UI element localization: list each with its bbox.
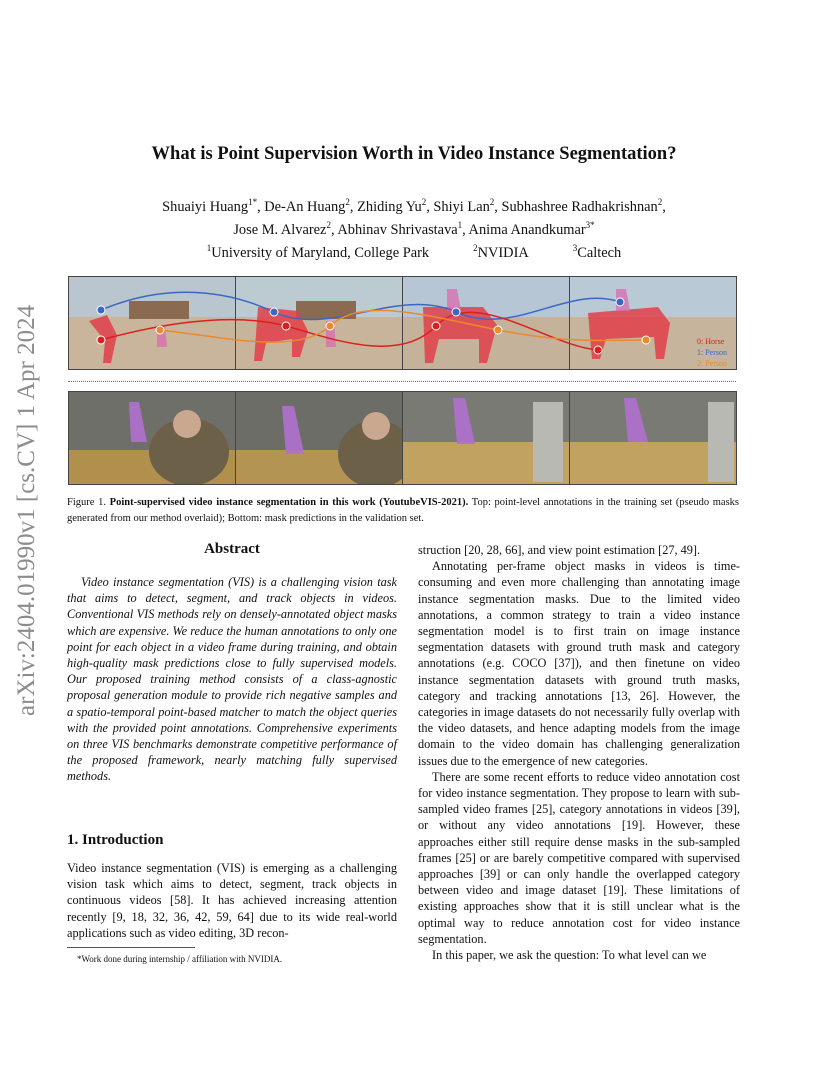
- arxiv-id: arXiv:2404.01990v1 [cs.CV] 1 Apr 2024: [13, 304, 40, 716]
- caption-label: Figure 1.: [67, 497, 106, 508]
- figure-divider: [68, 381, 736, 382]
- authors-line-1: Shuaiyi Huang$^{1*}$, De-An Huang$^2$, Zhiding Yu$^2$, Shiyi Lan$^2$, Subhashree Radhakrishnan$^2$,: [162, 197, 666, 215]
- legend-item-person-2: 2: Person: [697, 359, 727, 368]
- caption-bold: Point-supervised video instance segmentation in this work (YoutubeVIS-2021).: [109, 497, 469, 508]
- figure-bottom-frame-1: [68, 391, 236, 485]
- arxiv-stamp: [4, 296, 44, 716]
- abstract-text: Video instance segmentation (VIS) is a challenging vision task that aims to detect, segment, and track objects in videos. Conventional VIS methods rely on densely-annotated object masks which are expensive. We reduce the human annotations to only one point for each object in a video frame during training, and obtain high-quality mask predictions close to fully supervised models. Our proposed training method consists of a class-agnostic proposal generation module to provide rich negative samples and a spatio-temporal point-based matcher to match the object queries with the provided point annotations. Comprehensive experiments on three VIS benchmarks demonstrate competitive performance of the proposed framework, nearly matching fully supervised methods.: [67, 575, 397, 784]
- intro-paragraph-1: Video instance segmentation (VIS) is emerging as a challenging vision task which aims to detect, segment, track objects in continuous videos [58]. It has achieved increasing attention recently [9, 18, 32, 36, 42, 59, 64] due to its wide real-world applications such as video editing, 3D recon-: [67, 861, 397, 940]
- footnote: *Work done during internship / affiliation with NVIDIA.: [77, 954, 283, 964]
- footnote-rule: [67, 947, 195, 948]
- caption-rest: Top: point-level annotations in the training set (pseudo masks generated from our method overlaid); Bottom: mask predictions in the validation set.: [67, 497, 740, 524]
- paper-title: What is Point Supervision Worth in Video Instance Segmentation?: [151, 144, 677, 164]
- affiliation-1: $^1$University of Maryland, College Park: [206, 243, 430, 262]
- affiliation-3: $^3$Caltech: [572, 243, 622, 262]
- right-paragraph-0: struction [20, 28, 66], and view point estimation [27, 49].: [418, 543, 701, 557]
- intro-heading: 1. Introduction: [67, 832, 164, 848]
- right-column: [418, 542, 740, 963]
- author-block: [0, 193, 828, 263]
- figure-legend: [697, 336, 727, 369]
- abstract-heading: Abstract: [204, 541, 260, 557]
- affiliations: [0, 240, 828, 263]
- right-paragraph-2: There are some recent efforts to reduce video annotation cost for video instance segmentation. They propose to learn with sub-sampled video frames [25], category annotations in videos [39], or without any video annotations [19]. However, these approaches either still require dense masks in the sub-sampled frames [25] or are barely competitive compared with supervised approaches [39] or can only handle the overlapped category between video and image dataset [19]. These limitations of existing approaches show that it is still unclear what is the optimal way to reduce annotation cost for video instance segmentation.: [418, 769, 740, 946]
- figure-caption: [67, 495, 739, 526]
- authors-line-2: Jose M. Alvarez$^2$, Abhinav Shrivastava$^1$, Anima Anandkumar$^{3*}$: [233, 220, 595, 239]
- figure-bottom-frame-3: [402, 391, 570, 485]
- affiliation-2: $^2$NVIDIA: [473, 243, 529, 262]
- right-paragraph-1: Annotating per-frame object masks in videos is time-consuming and even more challenging than annotating image instance segmentation masks. Due to the limited video annotations, a common strategy to train a video instance segmentation model is to first train on image instance segmentation datasets with ground truth mask and category annotations (e.g. COCO [37]), and then finetune on video instance segmentation datasets with ground truth masks, category and tracking annotations [13, 26]. However, the categories in image datasets do not necessarily fully overlap with the video datasets, and hence adapting models from the image domain to the video domain has challenging generalization issues due to the emergence of new categories.: [418, 559, 740, 768]
- legend-item-person-1: 1: Person: [697, 348, 727, 357]
- figure-bottom-frame-2: [235, 391, 403, 485]
- figure-bottom-frame-4: [569, 391, 737, 485]
- legend-item-horse: 0: Horse: [697, 337, 725, 346]
- track-curves: [68, 276, 736, 368]
- right-paragraph-3: In this paper, we ask the question: To what level can we: [432, 948, 707, 963]
